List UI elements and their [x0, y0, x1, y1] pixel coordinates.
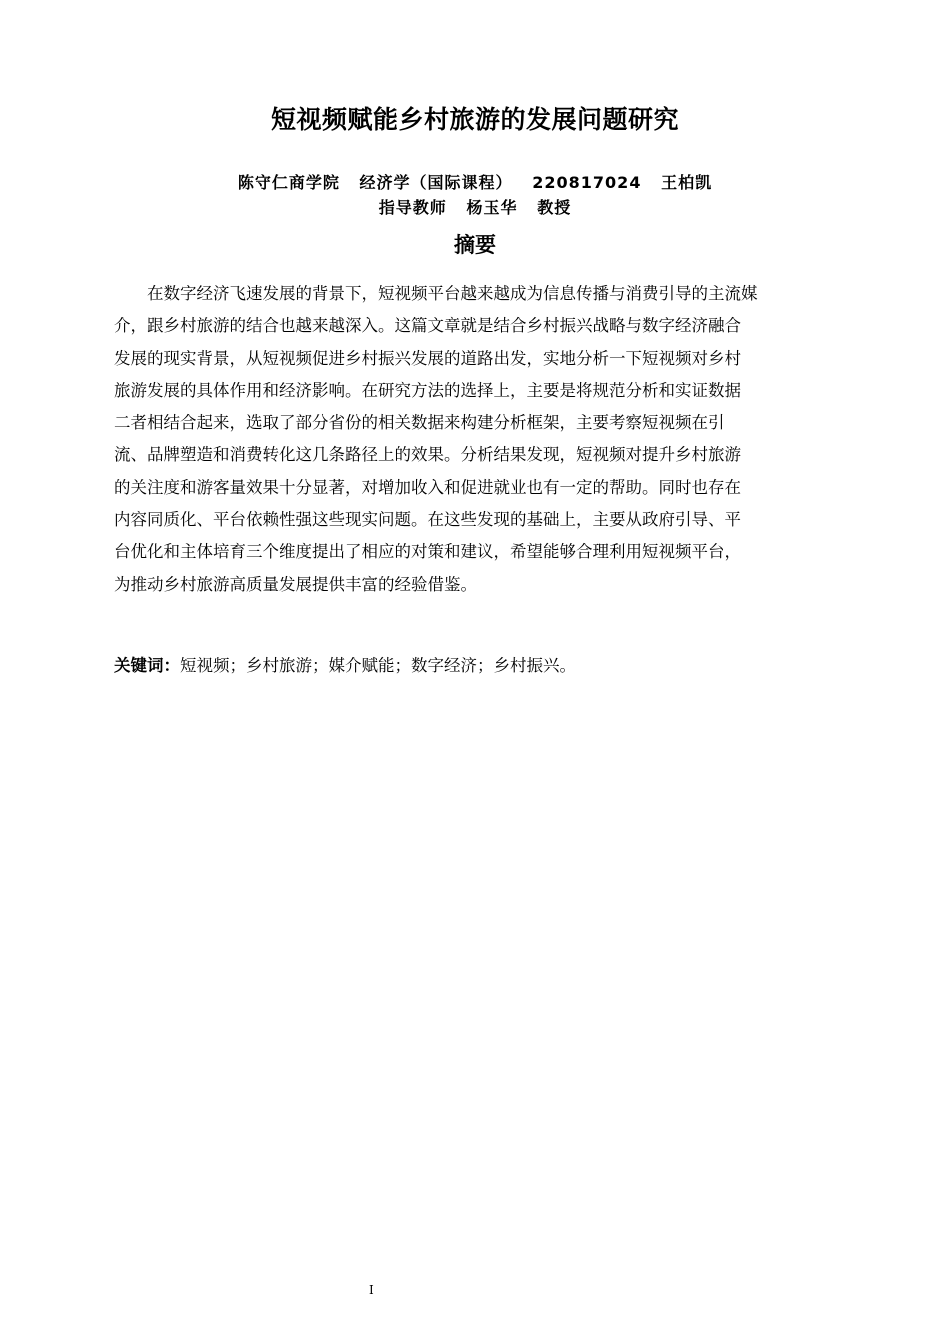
abstract-heading: 摘要 [454, 233, 496, 257]
abstract-line: 在数字经济飞速发展的背景下，短视频平台越来越成为信息传播与消费引导的主流媒 [147, 284, 758, 303]
abstract-line: 的关注度和游客量效果十分显著，对增加收入和促进就业也有一定的帮助。同时也存在 [114, 477, 741, 497]
abstract-line: 流、品牌塑造和消费转化这几条路径上的效果。分析结果发现，短视频对提升乡村旅游 [114, 445, 741, 465]
abstract-body [114, 278, 844, 601]
author-info: 陈守仁商学院 经济学（国际课程） 220817024 王柏凯 [237, 173, 713, 192]
keywords [114, 652, 576, 676]
abstract-line: 二者相结合起来，选取了部分省份的相关数据来构建分析框架，主要考察短视频在引 [114, 413, 725, 433]
abstract-line: 发展的现实背景，从短视频促进乡村振兴发展的道路出发，实地分析一下短视频对乡村 [114, 348, 741, 368]
keywords-text: 短视频；乡村旅游；媒介赋能；数字经济；乡村振兴。 [180, 656, 576, 675]
abstract-line: 内容同质化、平台依赖性强这些现实问题。在这些发现的基础上，主要从政府引导、平 [114, 510, 741, 530]
abstract-line: 旅游发展的具体作用和经济影响。在研究方法的选择上，主要是将规范分析和实证数据 [114, 380, 741, 400]
abstract-line: 介，跟乡村旅游的结合也越来越深入。这篇文章就是结合乡村振兴战略与数字经济融合 [114, 316, 741, 336]
paper-title: 短视频赋能乡村旅游的发展问题研究 [270, 105, 679, 134]
abstract-line: 为推动乡村旅游高质量发展提供丰富的经验借鉴。 [114, 574, 477, 594]
advisor-info: 指导教师 杨玉华 教授 [378, 198, 572, 217]
abstract-line: 台优化和主体培育三个维度提出了相应的对策和建议，希望能够合理利用短视频平台， [114, 542, 741, 562]
page-number: I [369, 1283, 374, 1297]
keywords-label: 关键词： [114, 656, 180, 675]
